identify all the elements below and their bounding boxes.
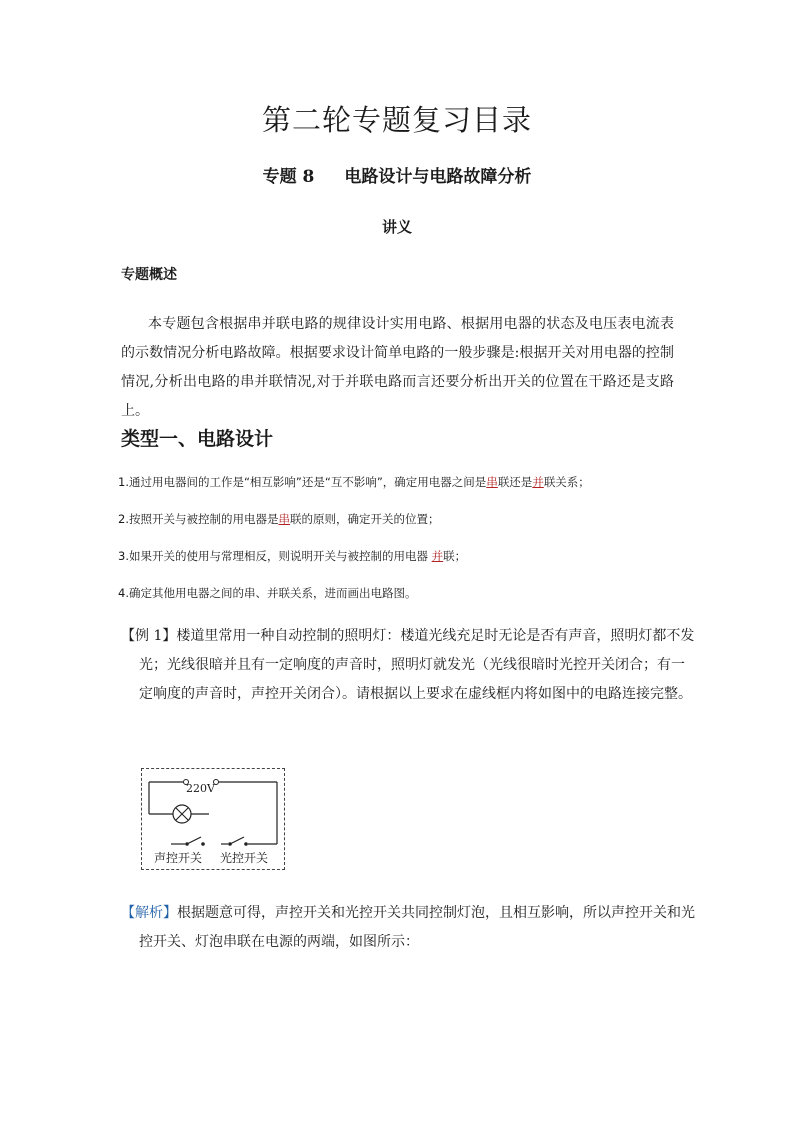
voltage-label: 220V bbox=[186, 782, 215, 795]
overview-heading: 专题概述 bbox=[121, 267, 177, 283]
topic-heading bbox=[0, 162, 794, 187]
step-item: 3.如果开关的使用与常理相反，则说明开关与被控制的用电器 并联； bbox=[118, 549, 467, 563]
answer-mark: 并 bbox=[532, 475, 544, 489]
analysis-paragraph: 【解析】根据题意可得，声控开关和光控开关共同控制灯泡，且相互影响，所以声控开关和光控开关、灯泡串联在电源的两端，如图所示： bbox=[121, 905, 695, 950]
step-item: 2.按照开关与被控制的用电器是串联的原则，确定开关的位置； bbox=[118, 512, 440, 526]
sound-switch-icon bbox=[187, 837, 201, 844]
answer-mark: 串 bbox=[486, 475, 498, 489]
light-switch-label: 光控开关 bbox=[220, 851, 269, 865]
light-switch-icon bbox=[230, 837, 244, 844]
type-heading: 类型一、电路设计 bbox=[121, 428, 274, 450]
analysis-text: 根据题意可得，声控开关和光控开关共同控制灯泡，且相互影响，所以声控开关和光控开关、灯泡串联在电源的两端，如图所示： bbox=[139, 905, 695, 950]
topic-label: 专题 8 bbox=[262, 167, 315, 187]
section-label: 讲义 bbox=[381, 218, 412, 236]
example-label: 例 1 bbox=[135, 628, 163, 644]
document-title: 第二轮专题复习目录 bbox=[261, 103, 532, 137]
design-steps bbox=[118, 472, 688, 620]
step-item: 1.通过用电器间的工作是“相互影响”还是“互不影响”，确定用电器之间是串联还是并联关系； bbox=[118, 475, 590, 489]
switch-contact bbox=[244, 842, 248, 846]
example-text: 楼道里常用一种自动控制的照明灯：楼道光线充足时无论是否有声音，照明灯都不发光；光线很暗并且有一定响度的声音时，照明灯就发光（光线很暗时光控开关闭合；有一定响度的声音时，声控开关闭合）。请根据以上要求在虚线框内将如图中的电路连接完整。 bbox=[139, 628, 695, 702]
answer-mark: 并 bbox=[431, 549, 444, 563]
step-item: 4.确定其他用电器之间的串、并联关系，进而画出电路图。 bbox=[118, 586, 417, 600]
switch-contact bbox=[201, 842, 205, 846]
sound-switch-label: 声控开关 bbox=[154, 851, 203, 865]
overview-paragraph: 本专题包含根据串并联电路的规律设计实用电路、根据用电器的状态及电压表电流表的示数情况分析电路故障。根据要求设计简单电路的一般步骤是:根据开关对用电器的控制情况,分析出电路的串并联情况,对于并联电路而言还要分析出开关的位置在干路还是支路上。 bbox=[121, 316, 674, 419]
topic-title: 电路设计与电路故障分析 bbox=[344, 167, 532, 187]
example-1: 【例 1】楼道里常用一种自动控制的照明灯：楼道光线充足时无论是否有声音，照明灯都不发光；光线很暗并且有一定响度的声音时，照明灯就发光（光线很暗时光控开关闭合；有一定响度的声音时，声控开关闭合）。请根据以上要求在虚线框内将如图中的电路连接完整。 bbox=[121, 628, 695, 702]
analysis-label: 解析 bbox=[135, 905, 163, 921]
answer-mark: 串 bbox=[278, 512, 290, 526]
